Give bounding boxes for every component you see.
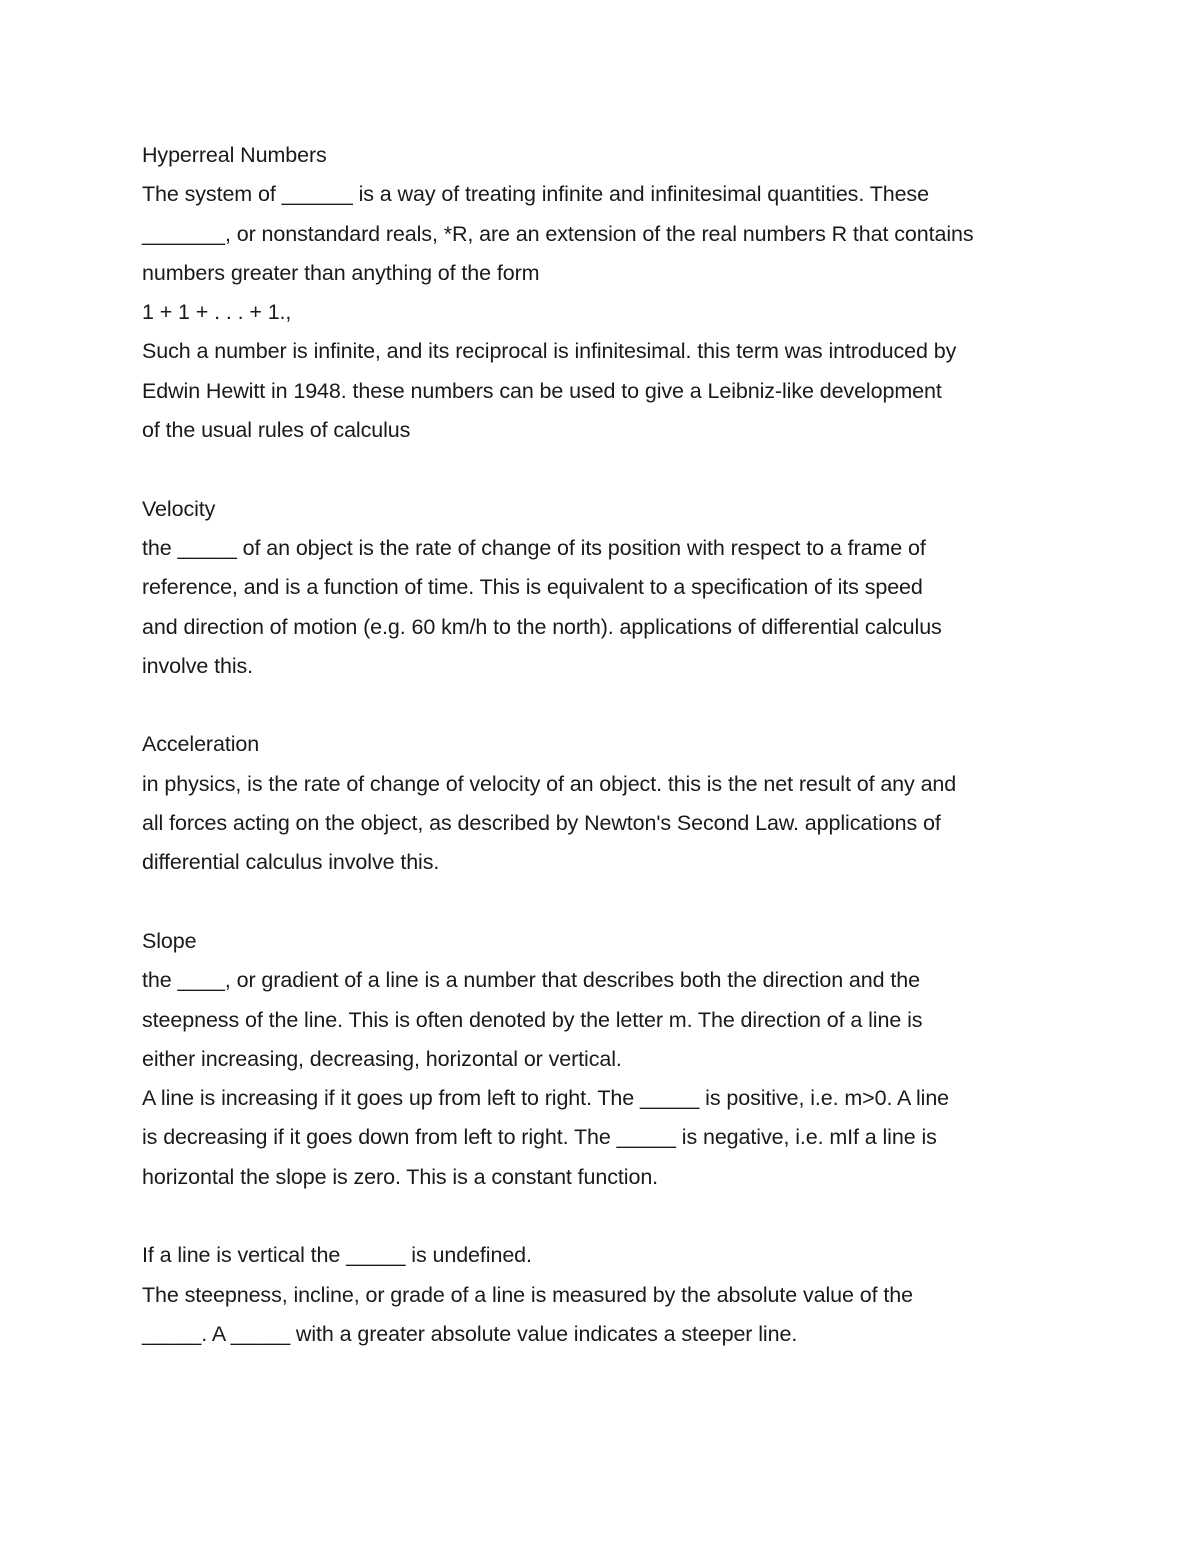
text-line: either increasing, decreasing, horizontal or vertical. [142, 1046, 622, 1071]
text-line: _______, or nonstandard reals, *R, are an extension of the real numbers R that contains [142, 221, 974, 246]
text-line: horizontal the slope is zero. This is a constant function. [142, 1164, 659, 1189]
text-line: and direction of motion (e.g. 60 km/h to the north). applications of differential calculus [142, 614, 942, 639]
text-line: Such a number is infinite, and its reciprocal is infinitesimal. this term was introduced by [142, 339, 957, 364]
text-line: differential calculus involve this. [142, 850, 440, 875]
text-line: numbers greater than anything of the form [142, 260, 540, 285]
text-line: of the usual rules of calculus [142, 418, 411, 443]
text-line: in physics, is the rate of change of velocity of an object. this is the net result of any and [142, 771, 957, 796]
heading-slope: Slope [142, 928, 197, 953]
text-line: _____. A _____ with a greater absolute value indicates a steeper line. [142, 1321, 798, 1346]
text-line: The steepness, incline, or grade of a line is measured by the absolute value of the [142, 1282, 913, 1307]
text-line: involve this. [142, 653, 254, 678]
blank-line [142, 450, 1062, 489]
blank-line [142, 1197, 1062, 1236]
text-line: the _____ of an object is the rate of change of its position with respect to a frame of [142, 535, 926, 560]
text-line: The system of ______ is a way of treating infinite and infinitesimal quantities. These [142, 182, 929, 207]
blank-line [142, 686, 1062, 725]
text-line: steepness of the line. This is often denoted by the letter m. The direction of a line is [142, 1007, 923, 1032]
text-line: reference, and is a function of time. This is equivalent to a specification of its speed [142, 575, 923, 600]
heading-hyperreal-numbers: Hyperreal Numbers [142, 143, 327, 167]
text-line: Edwin Hewitt in 1948. these numbers can be used to give a Leibniz-like development [142, 378, 942, 403]
text-line: A line is increasing if it goes up from left to right. The _____ is positive, i.e. m>0. A line [142, 1086, 950, 1111]
heading-velocity: Velocity [142, 496, 216, 521]
document-page [142, 136, 1062, 1354]
blank-line [142, 883, 1062, 922]
heading-acceleration: Acceleration [142, 732, 260, 757]
text-line: all forces acting on the object, as described by Newton's Second Law. applications of [142, 811, 941, 836]
text-line: is decreasing if it goes down from left to right. The _____ is negative, i.e. mIf a line is [142, 1125, 937, 1150]
text-line: If a line is vertical the _____ is undefined. [142, 1243, 532, 1268]
text-line: the ____, or gradient of a line is a number that describes both the direction and the [142, 968, 920, 993]
formula-line: 1 + 1 + . . . + 1., [142, 300, 292, 325]
